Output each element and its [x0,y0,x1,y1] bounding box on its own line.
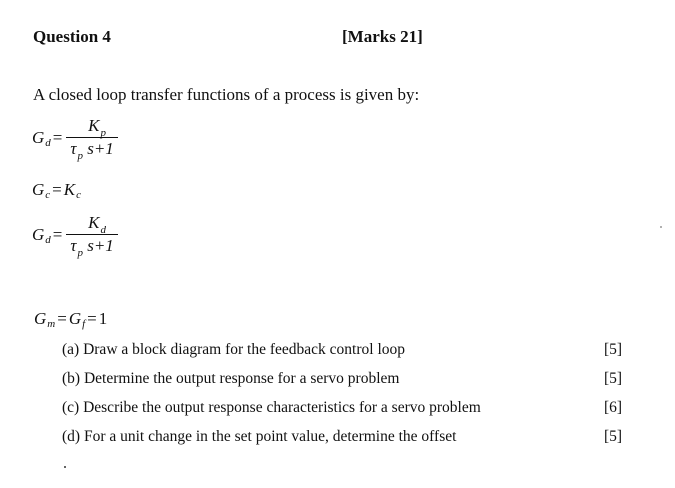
eq-lhs-sub: m [47,318,56,330]
num-sub: d [100,224,107,236]
part-a-marks: [5] [604,341,623,358]
equals-sign: = [57,309,67,328]
part-c-text: (c) Describe the output response characteristics for a servo problem [62,399,481,416]
stray-dot [64,466,66,468]
den-rest: s+1 [87,139,114,158]
num-sym: K [88,116,100,135]
numerator [74,213,110,234]
den-sym: τ [70,139,77,158]
part-d-text: (d) For a unit change in the set point value, determine the offset [62,428,457,445]
eq-mid-sub: f [82,318,86,330]
equation-gd-disturbance [32,213,118,259]
eq-mid: G [68,309,82,328]
part-d-marks: [5] [604,428,623,445]
part-a-text: (a) Draw a block diagram for the feedback control loop [62,341,406,358]
eq-lhs-sub: c [45,189,51,201]
equals-sign: = [52,180,62,199]
eq-lhs: G [32,224,45,244]
eq-lhs-sub: d [45,136,51,149]
eq-rhs: 1 [98,309,108,328]
equation-gc [32,180,81,200]
equation-gd-process [32,116,118,162]
denominator [66,234,117,259]
part-b-marks: [5] [604,370,623,387]
equation-gm-gf [34,309,107,329]
intro-text: A closed loop transfer functions of a process is given by: [33,85,420,104]
den-sym: τ [70,236,77,255]
den-sub: p [77,247,83,259]
numerator [74,116,110,137]
total-marks: [Marks 21] [342,27,423,46]
stray-dot [660,226,662,228]
equals-sign: = [52,127,63,147]
eq-lhs-sub: d [45,233,51,246]
eq-lhs: G [34,309,47,328]
eq-rhs-sub: c [76,189,81,201]
equals-sign: = [87,309,97,328]
eq-lhs: G [32,127,45,147]
part-c-marks: [6] [604,399,623,416]
equals-sign: = [52,224,63,244]
part-b-text: (b) Determine the output response for a servo problem [62,370,400,387]
question-title: Question 4 [33,27,111,46]
denominator [66,137,117,162]
den-rest: s+1 [87,236,114,255]
eq-rhs: K [63,180,76,199]
fraction [66,116,117,162]
den-sub: p [77,150,83,162]
num-sym: K [88,213,100,232]
fraction [66,213,117,259]
num-sub: p [100,127,107,139]
eq-lhs: G [32,180,45,199]
